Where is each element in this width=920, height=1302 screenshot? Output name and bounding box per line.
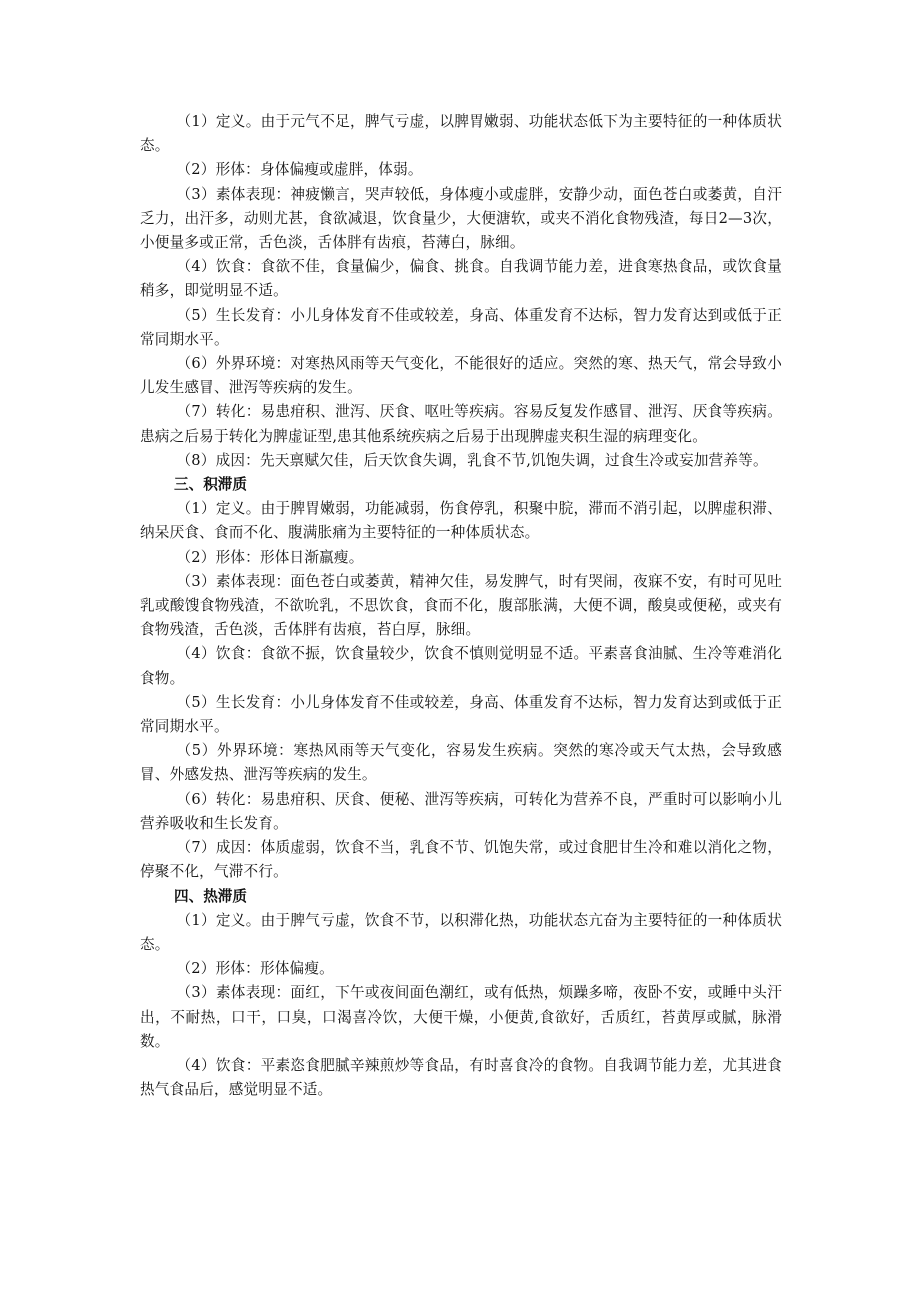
paragraph-diet: （4）饮食：平素恣食肥腻辛辣煎炒等食品，有时喜食冷的食物。自我调节能力差，尤其进食热气食品后，感觉明显不适。 xyxy=(140,1056,782,1099)
paragraph-body-shape: （2）形体：身体偏瘦或虚胖，体弱。 xyxy=(176,161,423,179)
paragraph-environment: （6）外界环境：对寒热风雨等天气变化，不能很好的适应。突然的寒、热天气，常会导致小儿发生感冒、泄泻等疾病的发生。 xyxy=(140,355,782,397)
paragraph-body-shape: （2）形体：形体偏瘦。 xyxy=(176,960,334,978)
paragraph-cause: （8）成因：先天禀赋欠佳，后天饮食失调，乳食不节,饥饱失调，过食生冷或妄加营养等。 xyxy=(176,451,768,469)
paragraph-diet: （4）饮食：食欲不振，饮食量较少，饮食不慎则觉明显不适。平素喜食油腻、生冷等难消化食物。 xyxy=(140,645,782,687)
section-heading: 三、积滞质 xyxy=(174,476,247,494)
paragraph-body-shape: （2）形体：形体日渐羸瘦。 xyxy=(176,548,364,566)
paragraph-manifestation: （3）素体表现：面色苍白或萎黄，精神欠佳，易发脾气，时有哭闹，夜寐不安，有时可见吐乳或酸馊食物残渣，不欲吮乳，不思饮食，食而不化，腹部胀满，大便不调，酸臭或便秘，或夹有食物残渣，舌色淡，舌体胖有齿痕，苔白厚，脉细。 xyxy=(140,572,782,639)
paragraph-transformation: （6）转化：易患疳积、厌食、便秘、泄泻等疾病，可转化为营养不良，严重时可以影响小儿营养吸收和生长发育。 xyxy=(140,790,782,832)
section-spleen-deficiency xyxy=(140,110,782,473)
paragraph-diet: （4）饮食：食欲不佳，食量偏少，偏食、挑食。自我调节能力差，进食寒热食品，或饮食量稍多，即觉明显不适。 xyxy=(140,258,782,300)
paragraph-cause: （7）成因：体质虚弱，饮食不当，乳食不节、饥饱失常，或过食肥甘生冷和难以消化之物，停聚不化，气滞不行。 xyxy=(140,839,782,881)
document-page xyxy=(140,110,782,1102)
paragraph-growth: （5）生长发育：小儿身体发育不佳或较差，身高、体重发育不达标，智力发育达到或低于正常同期水平。 xyxy=(140,306,782,348)
paragraph-definition: （1）定义。由于脾气亏虚，饮食不节，以积滞化热，功能状态亢奋为主要特征的一种体质状态。 xyxy=(140,911,782,953)
paragraph-growth: （5）生长发育：小儿身体发育不佳或较差，身高、体重发育不达标，智力发育达到或低于正常同期水平。 xyxy=(140,693,782,736)
paragraph-definition: （1）定义。由于脾胃嫩弱，功能减弱，伤食停乳，积聚中脘，滞而不消引起，以脾虚积滞、纳呆厌食、食而不化、腹满胀痛为主要特征的一种体质状态。 xyxy=(140,500,782,542)
paragraph-manifestation: （3）素体表现：面红，下午或夜间面色潮红，或有低热，烦躁多啼，夜卧不安，或睡中头汗出，不耐热，口干，口臭，口渴喜冷饮，大便干燥，小便黄,食欲好，舌质红，苔黄厚或腻，脉滑数。 xyxy=(140,984,782,1050)
paragraph-definition: （1）定义。由于元气不足，脾气亏虚，以脾胃嫩弱、功能状态低下为主要特征的一种体质状态。 xyxy=(140,113,782,155)
section-stagnation xyxy=(140,473,782,884)
paragraph-transformation: （7）转化：易患疳积、泄泻、厌食、呕吐等疾病。容易反复发作感冒、泄泻、厌食等疾病。患病之后易于转化为脾虚证型,患其他系统疾病之后易于出现脾虚夹积生湿的病理变化。 xyxy=(140,403,782,445)
paragraph-environment: （5）外界环境：寒热风雨等天气变化，容易发生疾病。突然的寒冷或天气太热，会导致感冒、外感发热、泄泻等疾病的发生。 xyxy=(140,742,782,784)
section-heading: 四、热滞质 xyxy=(174,887,247,905)
paragraph-manifestation: （3）素体表现：神疲懒言，哭声较低，身体瘦小或虚胖，安静少动，面色苍白或萎黄，自汗乏力，出汗多，动则尤甚，食欲减退，饮食量少，大便溏软，或夹不消化食物残渣，每日2—3次，小便量多或正常，舌色淡，舌体胖有齿痕，苔薄白，脉细。 xyxy=(140,185,782,252)
section-heat-stagnation xyxy=(140,885,782,1103)
